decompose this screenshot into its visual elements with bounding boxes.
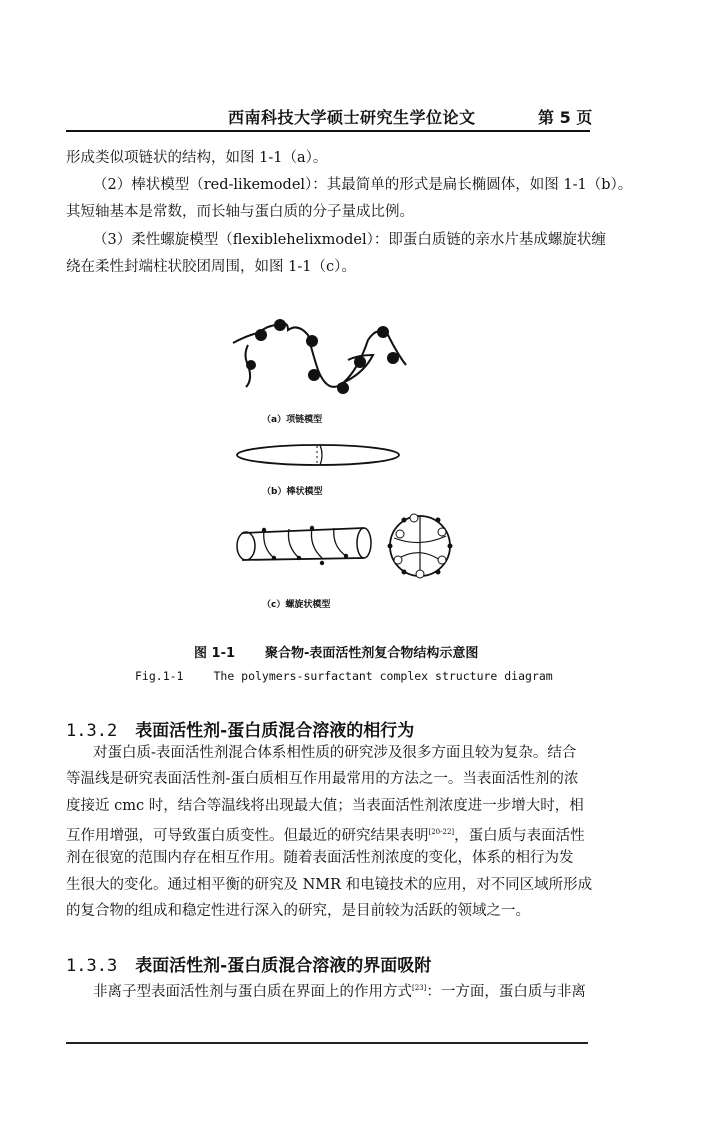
subfigure-label-a: （a）项链模型 xyxy=(262,415,323,425)
citation-link[interactable]: [23] xyxy=(412,984,427,992)
section-heading-1-3-2 xyxy=(66,716,414,741)
rod-model-drawing xyxy=(234,440,404,470)
body-text: ：一方面，蛋白质与非离 xyxy=(426,983,586,1000)
figure-number-cn: 图 1-1 xyxy=(194,646,236,661)
running-header-title: 西南科技大学硕士研究生学位论文 xyxy=(228,108,476,127)
section-title: 表面活性剂-蛋白质混合溶液的相行为 xyxy=(135,721,415,741)
body-line: 等温线是研究表面活性剂-蛋白质相互作用最常用的方法之一。当表面活性剂的浓 xyxy=(66,771,579,787)
figure-caption-english xyxy=(135,669,553,683)
figure-number-en: Fig.1-1 xyxy=(135,669,184,683)
figure-title-en: The polymers-surfactant complex structure diagram xyxy=(213,669,553,683)
section-number: 1.3.3 xyxy=(66,956,118,976)
body-line: （3）柔性螺旋模型（flexiblehelixmodel）：即蛋白质链的亲水片基成螺旋状缠 xyxy=(93,232,606,248)
header-rule xyxy=(66,130,590,132)
citation-link[interactable]: [20-22] xyxy=(428,828,455,836)
necklace-model-drawing xyxy=(228,315,408,400)
section-heading-1-3-3 xyxy=(66,951,431,976)
footer-rule xyxy=(66,1042,588,1044)
figure-caption-chinese xyxy=(194,642,478,661)
section-number: 1.3.2 xyxy=(66,721,118,741)
body-text: 互作用增强，可导致蛋白质变性。但最近的研究结果表明 xyxy=(66,827,429,844)
body-line: 绕在柔性封端柱状胶团周围，如图 1-1（c）。 xyxy=(66,259,356,275)
body-line: （2）棒状模型（red-likemodel）：其最简单的形式是扁长椭圆体，如图 1-1（b）。 xyxy=(93,177,633,193)
figure-title-cn: 聚合物-表面活性剂复合物结构示意图 xyxy=(265,646,479,661)
body-text: 非离子型表面活性剂与蛋白质在界面上的作用方式 xyxy=(93,983,412,1000)
body-line: 形成类似项链状的结构，如图 1-1（a）。 xyxy=(66,150,328,166)
body-line: 对蛋白质-表面活性剂混合体系相性质的研究涉及很多方面且较为复杂。结合 xyxy=(93,745,577,761)
body-text: ，蛋白质与表面活性 xyxy=(454,827,585,844)
subfigure-label-b: （b）棒状模型 xyxy=(262,487,323,497)
body-line xyxy=(66,823,585,845)
subfigure-label-c: （c）螺旋状模型 xyxy=(262,600,331,610)
section-title: 表面活性剂-蛋白质混合溶液的界面吸附 xyxy=(135,956,432,976)
body-line: 度接近 cmc 时，结合等温线将出现最大值；当表面活性剂浓度进一步增大时，相 xyxy=(66,798,584,814)
body-line xyxy=(93,979,586,1001)
body-line: 剂在很宽的范围内存在相互作用。随着表面活性剂浓度的变化，体系的相行为发 xyxy=(66,850,574,866)
body-line: 的复合物的组成和稳定性进行深入的研究，是目前较为活跃的领域之一。 xyxy=(66,903,530,919)
page-number: 第 5 页 xyxy=(538,108,593,127)
helix-model-drawing xyxy=(234,508,459,588)
body-line: 生很大的变化。通过相平衡的研究及 NMR 和电镜技术的应用，对不同区域所形成 xyxy=(66,877,593,893)
body-line: 其短轴基本是常数，而长轴与蛋白质的分子量成比例。 xyxy=(66,204,414,220)
